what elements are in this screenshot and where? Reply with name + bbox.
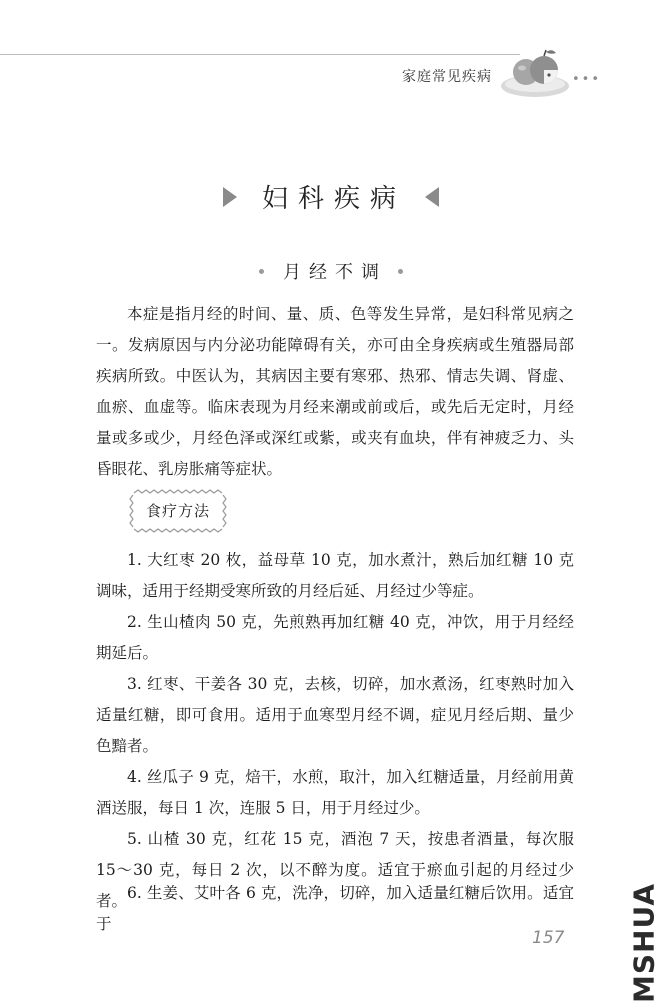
section-title: 月经不调 xyxy=(283,262,387,283)
intro-paragraph: 本症是指月经的时间、量、质、色等发生异常，是妇科常见病之一。发病原因与内分泌功能障碍有关，亦可由全身疾病或生殖器局部疾病所致。中医认为，其病因主要有寒邪、热邪、情志失调、肾虚、血瘀、血虚等。临床表现为月经来潮或前或后，或先后无定时，月经量或多或少，月经色泽或深红或紫，或夹有血块，伴有神疲乏力、头昏眼花、乳房胀痛等症状。 xyxy=(96,305,574,478)
bullet-dot-icon xyxy=(398,269,403,274)
recipe-badge xyxy=(128,488,228,534)
triangle-left-icon xyxy=(425,187,439,207)
header-rule xyxy=(0,54,520,55)
chapter-heading xyxy=(0,178,662,215)
page-number: 157 xyxy=(532,928,565,948)
recipe-item: 5. 山楂 30 克，红花 15 克，酒泡 7 天，按患者酒量，每次服 15～30 克，每日 2 次，以不醉为度。适宜于瘀血引起的月经过少者。 xyxy=(96,830,574,910)
watermark xyxy=(626,884,662,1001)
section-heading xyxy=(0,258,662,284)
header-dots: ••• xyxy=(572,72,602,87)
bullet-dot-icon xyxy=(259,269,264,274)
watermark-text: MSHUA xyxy=(627,882,661,1003)
recipe-item: 3. 红枣、干姜各 30 克，去核，切碎，加水煮汤，红枣熟时加入适量红糖，即可食用。适用于血寒型月经不调，症见月经后期、量少色黯者。 xyxy=(96,675,574,755)
triangle-right-icon xyxy=(223,187,237,207)
recipe-item: 1. 大红枣 20 枚，益母草 10 克，加水煮汁，熟后加红糖 10 克调味，适用于经期受寒所致的月经后延、月经过少等症。 xyxy=(96,551,574,600)
recipe-item: 2. 生山楂肉 50 克，先煎熟再加红糖 40 克，冲饮，用于月经经期延后。 xyxy=(96,613,574,662)
recipe-item: 6. 生姜、艾叶各 6 克，洗净，切碎，加入适量红糖后饮用。适宜于 xyxy=(96,884,574,933)
chapter-title: 妇科疾病 xyxy=(261,184,406,214)
apple-plate-icon xyxy=(500,48,570,100)
running-header xyxy=(0,0,662,110)
running-title: 家庭常见疾病 xyxy=(402,69,492,85)
recipe-item: 4. 丝瓜子 9 克，焙干，水煎，取汁，加入红糖适量，月经前用黄酒送服，每日 1 次，连服 5 日，用于月经过少。 xyxy=(96,768,574,817)
badge-label: 食疗方法 xyxy=(145,502,210,520)
